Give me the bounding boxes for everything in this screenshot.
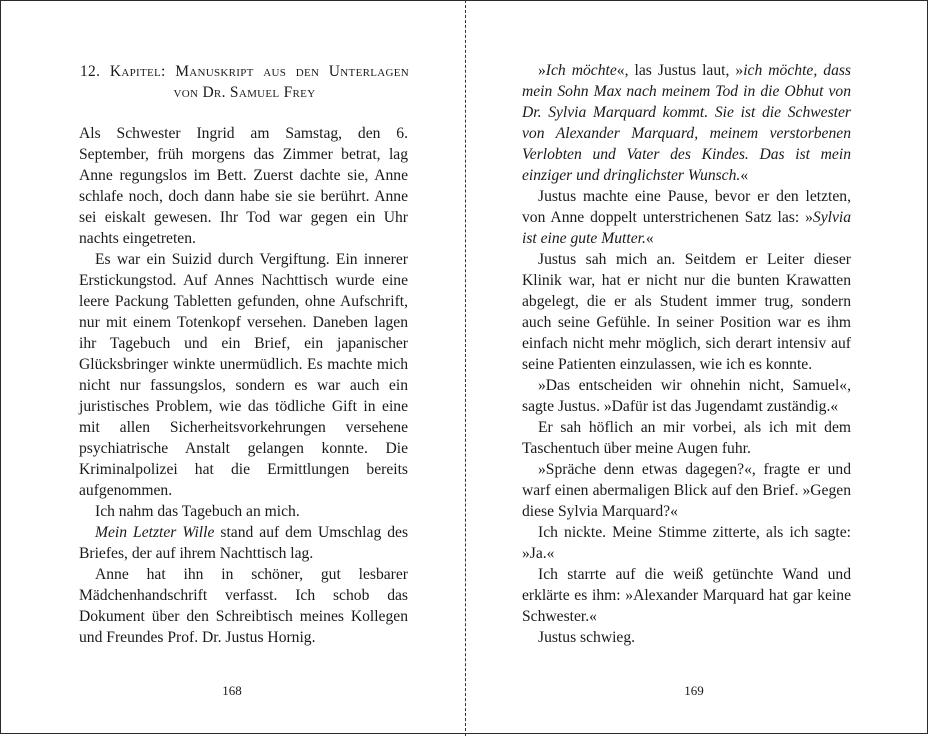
paragraph — [522, 186, 851, 249]
page-number-left: 168 — [222, 683, 242, 698]
paragraph: Ich nickte. Meine Stimme zitterte, als ich sagte: »Ja.« — [522, 524, 851, 562]
page-number-right: 169 — [684, 683, 704, 698]
chapter-heading-line1: 12. Kapitel: Manuskript aus den Unterlagen — [80, 63, 409, 80]
paragraph-text: Justus machte eine Pause, bevor er den letzten, von Anne doppelt unterstrichenen Satz las: » — [522, 188, 851, 226]
left-page-body — [79, 123, 408, 648]
paragraph — [79, 522, 408, 564]
paragraph: Justus sah mich an. Seitdem er Leiter dieser Klinik war, hat er nicht nur die bunten Krawatten abgelegt, die er als Student immer trug, sondern auch seine Gefühle. In seiner Position war es ihm einfach nicht mehr möglich, sich derart intensiv auf seine Patienten einzulassen, wie ich es konnte. — [522, 251, 851, 373]
chapter-heading-line2: von Dr. Samuel Frey — [173, 84, 316, 101]
paragraph: Als Schwester Ingrid am Samstag, den 6. September, früh morgens das Zimmer betrat, lag Anne regungslos im Bett. Zuerst dachte sie, Anne schlafe noch, doch dann habe sie sie berührt. Anne sei eiskalt gewesen. Ihr Tod war gegen ein Uhr nachts eingetreten. — [79, 125, 408, 247]
paragraph: Ich nahm das Tagebuch an mich. — [95, 503, 300, 520]
quote-italic: Ich möchte — [545, 62, 617, 79]
paragraph: »Spräche denn etwas dagegen?«, fragte er und warf einen abermaligen Blick auf den Brief. »Gegen diese Sylvia Marquard?« — [522, 461, 851, 520]
paragraph: Anne hat ihn in schöner, gut lesbarer Mädchenhandschrift verfasst. Ich schob das Dokument über den Schreibtisch meines Kollegen und Freundes Prof. Dr. Justus Hornig. — [79, 566, 408, 646]
quote-open: » — [538, 62, 546, 79]
right-page-body — [522, 60, 851, 648]
paragraph: Er sah höflich an mir vorbei, als ich mit dem Taschentuch über meine Augen fuhr. — [522, 419, 851, 457]
chapter-heading — [80, 61, 409, 103]
paragraph: Es war ein Suizid durch Vergiftung. Ein innerer Erstickungstod. Auf Annes Nachttisch wurde eine leere Packung Tabletten gefunden, ohne Aufschrift, nur mit einem Totenkopf versehen. Daneben lagen ihr Tagebuch und ein Brief, ein japanischer Glücksbringer winkte unermüdlich. Es machte mich nicht nur fassungslos, sondern es war auch ein juristisches Problem, wie das tödliche Gift in eine mit allen Sicherheitsvorkehrungen versehene psychiatrische Anstalt gelangen konnte. Die Kriminalpolizei hat die Ermittlungen bereits aufgenommen. — [79, 251, 408, 499]
paragraph: Justus schwieg. — [538, 629, 636, 646]
quote-italic: ich möchte, dass mein Sohn Max nach meinem Tod in die Obhut von Dr. Sylvia Marquard kommt. Sie ist die Schwester von Alexander Marquard, meinem verstorbenen Verlobten und Vater des Kindes. Das ist mein einziger und dringlichster Wunsch. — [522, 62, 851, 184]
paragraph: »Das entscheiden wir ohnehin nicht, Samuel«, sagte Justus. »Dafür ist das Jugendamt zuständig.« — [522, 377, 851, 415]
paragraph-text: «, las Justus laut, » — [616, 62, 744, 79]
quote-close: « — [740, 167, 749, 184]
letter-title: Mein Letzter Wille — [95, 524, 215, 541]
paragraph: Ich starrte auf die weiß getünchte Wand und erklärte es ihm: »Alexander Marquard hat gar keine Schwester.« — [522, 566, 851, 625]
paragraph-text: stand auf dem Umschlag des Briefes, der auf ihrem Nachttisch lag. — [79, 524, 409, 562]
quote-italic: Sylvia ist eine gute Mutter. — [522, 209, 851, 247]
quote-close: « — [645, 230, 654, 247]
paragraph — [522, 60, 851, 186]
